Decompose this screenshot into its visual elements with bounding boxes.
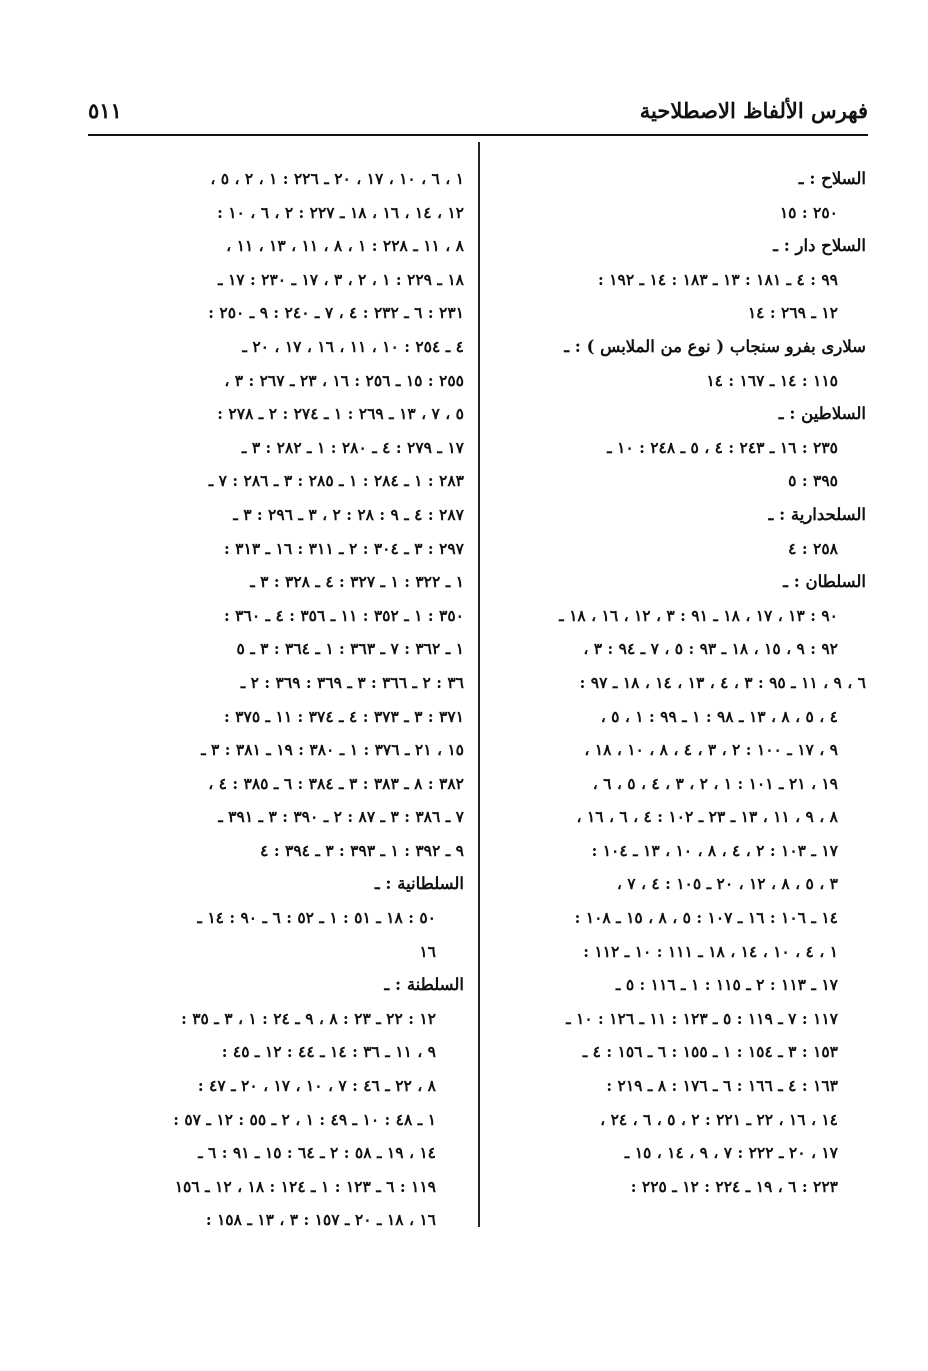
index-reference-line: ١٤ ، ١٩ ـ ٥٨ : ٢ ـ ٦٤ : ١٥ ـ ٩١ : ٦ ـ xyxy=(198,1143,436,1163)
index-reference-line: ٢٨٧ : ٤ ـ ٩ : ٢٨ : ٢ ، ٣ ـ ٢٩٦ : ٣ ـ xyxy=(233,504,464,524)
index-reference-line: ٩٢ : ٩ ، ١٥ ، ١٨ ـ ٩٣ : ٥ ، ٧ ـ ٩٤ : ٣ ، xyxy=(583,639,838,659)
index-reference-line: ٢٥٠ : ١٥ xyxy=(779,202,838,222)
index-reference-line: ٧ ـ ٣٨٦ : ٣ ـ ٨٧ : ٢ ـ ٣٩٠ : ٣ ـ ٣٩١ ـ xyxy=(218,807,464,827)
index-reference-line: ١٦٣ : ٤ ـ ١٦٦ : ٦ ـ ١٧٦ : ٨ ـ ٢١٩ : xyxy=(606,1076,838,1096)
index-reference-line: ٢٩٧ : ٣ ـ ٣٠٤ : ٢ ـ ٣١١ : ١٦ ـ ٣١٣ : xyxy=(224,538,464,558)
index-reference-line: ١٢ : ٢٢ ـ ٢٣ : ٨ ، ٩ ـ ٢٤ : ١ ، ٣ ـ ٣٥ : xyxy=(181,1008,436,1028)
index-term-heading: السلاطين : ـ xyxy=(778,404,866,424)
index-reference-line: ١٦ ، ١٨ ـ ٢٠ ـ ١٥٧ : ٣ ، ١٣ ـ ١٥٨ : xyxy=(205,1210,436,1230)
index-reference-line: ١ ، ٦ ، ١٠ ، ١٧ ، ٢٠ ـ ٢٢٦ : ١ ، ٢ ، ٥ ، xyxy=(210,169,464,188)
index-reference-line: ٣٩٥ : ٥ xyxy=(788,471,838,491)
index-term-heading: السلطان : ـ xyxy=(783,572,866,592)
index-reference-line: ٢٥٥ : ١٥ ـ ٢٥٦ : ١٦ ، ٢٣ ـ ٢٦٧ : ٣ ، xyxy=(224,370,464,390)
index-reference-line: ٤ ـ ٢٥٤ : ١٠ ، ١١ ، ١٦ ، ١٧ ، ٢٠ ـ xyxy=(242,336,464,356)
index-reference-line: ٤ ، ٥ ، ٨ ، ١٣ ـ ٩٨ : ١ ـ ٩٩ : ١ ، ٥ ، xyxy=(600,706,838,726)
index-reference-line: ١٧ ـ ١١٣ : ٢ ـ ١١٥ : ١ ـ ١١٦ : ٥ ـ xyxy=(615,975,838,995)
column-divider xyxy=(478,142,480,1227)
index-reference-line: ٣٧١ : ٣ ـ ٣٧٣ : ٤ ـ ٣٧٤ : ١١ ـ ٣٧٥ : xyxy=(224,706,464,726)
index-reference-line: ١٥٣ : ٣ ـ ١٥٤ : ١ ـ ١٥٥ : ٦ ـ ١٥٦ : ٤ ـ xyxy=(582,1042,838,1062)
index-term-heading: سلارى بفرو سنجاب ( نوع من الملابس ) : ـ xyxy=(564,336,866,356)
index-reference-line: ١٤ ـ ١٠٦ : ١٦ ـ ١٠٧ : ٥ ، ٨ ، ١٥ ـ ١٠٨ : xyxy=(574,908,838,928)
index-term-heading: السلاح : ـ xyxy=(798,169,866,188)
index-reference-line: ٣٨٢ : ٨ ـ ٣٨٣ : ٣ ـ ٣٨٤ : ٦ ـ ٣٨٥ : ٤ ، xyxy=(208,773,464,793)
index-reference-line: ٦ ، ٩ ، ١١ ـ ٩٥ : ٣ ، ٤ ، ١٣ ، ١٤ ، ١٨ ـ ٩٧ : xyxy=(579,672,866,692)
index-reference-line: ١٩ ، ٢١ ـ ١٠١ : ١ ، ٢ ، ٣ ، ٤ ، ٥ ، ٦ ، xyxy=(592,773,838,793)
index-reference-line: ١٧ ـ ٢٧٩ : ٤ ـ ٢٨٠ : ١ ـ ٢٨٢ : ٣ ـ xyxy=(241,437,464,457)
header-rule xyxy=(88,134,868,136)
index-term-heading: السلحدارية : ـ xyxy=(768,504,866,524)
index-reference-line: ١١٥ : ١٤ ـ ١٦٧ : ١٤ xyxy=(706,370,838,390)
index-reference-line: ١٥ ، ٢١ ـ ٣٧٦ : ١ ـ ٣٨٠ : ١٩ ـ ٣٨١ : ٣ ـ xyxy=(201,740,464,760)
index-reference-line: ١ ـ ٣٢٢ : ١ ـ ٣٢٧ : ٤ ـ ٣٢٨ : ٣ ـ xyxy=(250,572,464,592)
right-column xyxy=(498,162,866,1203)
index-reference-line: ٩ ، ١٧ ـ ١٠٠ : ٢ ، ٣ ، ٤ ، ٨ ، ١٠ ، ١٨ ، xyxy=(584,740,838,760)
index-reference-line: ٩ ـ ٣٩٢ : ١ ـ ٣٩٣ : ٣ ـ ٣٩٤ : ٤ xyxy=(260,840,464,860)
index-reference-line: ٩٩ : ٤ ـ ١٨١ : ١٣ ـ ١٨٣ : ١٤ ـ ١٩٢ : xyxy=(598,269,838,289)
index-reference-line: ١١٩ : ٦ ـ ١٢٣ : ١ ـ ١٢٤ : ١٨ ، ١٢ ـ ١٥٦ xyxy=(174,1176,436,1196)
page-title: فهرس الألفاظ الاصطلاحية xyxy=(639,98,868,123)
index-reference-line: ١ ـ ٤٨ : ١٠ ـ ٤٩ : ١ ، ٢ ـ ٥٥ : ١٢ ـ ٥٧ : xyxy=(173,1109,436,1129)
index-term-heading: السلطنة : ـ xyxy=(384,975,464,995)
index-reference-line: ١٤ ، ١٦ ، ٢٢ ـ ٢٢١ : ٢ ، ٥ ، ٦ ، ٢٤ ، xyxy=(600,1109,838,1129)
index-reference-line: ١٢ ، ١٤ ، ١٦ ، ١٨ ـ ٢٢٧ : ٢ ، ٦ ، ١٠ : xyxy=(217,202,464,222)
index-reference-line: ٣٦ : ٢ ـ ٣٦٦ : ٣ ـ ٣٦٩ : ٣٦٩ : ٢ ـ xyxy=(240,672,464,692)
index-reference-line: ٢٣١ : ٦ ـ ٢٣٢ : ٤ ، ٧ ـ ٢٤٠ : ٩ ـ ٢٥٠ : xyxy=(208,303,464,323)
index-reference-line: ٨ ، ٢٢ ـ ٤٦ : ٧ ، ١٠ ، ١٧ ، ٢٠ ـ ٤٧ : xyxy=(197,1076,436,1096)
index-reference-line: ١٧ ـ ١٠٣ : ٢ ، ٤ ، ٨ ، ١٠ ، ١٣ ـ ١٠٤ : xyxy=(591,840,838,860)
left-column xyxy=(98,162,464,1237)
index-reference-line: ٨ ، ١١ ـ ٢٢٨ : ١ ، ٨ ، ١١ ، ١٣ ، ١١ ، xyxy=(226,236,464,256)
index-reference-line: ١٧ ، ٢٠ ـ ٢٢٢ : ٧ ، ٩ ، ١٤ ، ١٥ ـ xyxy=(624,1143,838,1163)
index-reference-line: ٣٥٠ : ١ ـ ٣٥٢ : ١١ ـ ٣٥٦ : ٤ ـ ٣٦٠ : xyxy=(224,605,464,625)
index-term-heading: السلاح دار : ـ xyxy=(773,236,866,256)
index-reference-line: ٨ ، ٩ ، ١١ ، ١٣ ـ ٢٣ ـ ١٠٢ : ٤ ، ٦ ، ١٦ ، xyxy=(576,807,838,827)
page-header xyxy=(88,96,868,132)
index-reference-line: ٢٣٥ : ١٦ ـ ٢٤٣ : ٤ ، ٥ ـ ٢٤٨ : ١٠ ـ xyxy=(607,437,838,457)
index-reference-line: ٢٢٣ : ٦ ، ١٩ ـ ٢٢٤ : ١٢ ـ ٢٢٥ : xyxy=(630,1176,838,1196)
index-reference-line: ٩٠ : ١٣ ، ١٧ ، ١٨ ـ ٩١ : ٣ ، ١٢ ، ١٦ ، ١٨ ـ xyxy=(559,605,838,625)
page-number: ٥١١ xyxy=(88,98,122,123)
index-reference-line: ٣ ، ٥ ، ٨ ، ١٢ ، ٢٠ ـ ١٠٥ : ٤ ، ٧ ، xyxy=(616,874,838,894)
index-reference-line: ١١٧ : ٧ ـ ١١٩ : ٥ ـ ١٢٣ : ١١ ـ ١٢٦ : ١٠ ـ xyxy=(566,1008,838,1028)
index-reference-line: ١٢ ـ ٢٦٩ : ١٤ xyxy=(747,303,838,323)
index-reference-line: ١ ـ ٣٦٢ : ٧ ـ ٣٦٣ : ١ ـ ٣٦٤ : ٣ ـ ٥ xyxy=(236,639,464,659)
index-reference-line: ٥٠ : ١٨ ـ ٥١ : ١ ـ ٥٢ : ٦ ـ ٩٠ : ١٤ ـ xyxy=(197,908,436,928)
index-reference-line: ٢٥٨ : ٤ xyxy=(788,538,838,558)
index-reference-line: ١٦ xyxy=(419,941,436,961)
index-reference-line: ١ ، ٤ ، ١٠ ، ١٤ ، ١٨ ـ ١١١ : ١٠ ـ ١١٢ : xyxy=(583,941,838,961)
index-reference-line: ١٨ ـ ٢٢٩ : ١ ، ٢ ، ٣ ، ١٧ ـ ٢٣٠ : ١٧ ـ xyxy=(218,269,464,289)
index-reference-line: ٩ ، ١١ ـ ٣٦ : ١٤ ـ ٤٤ : ١٢ ـ ٤٥ : xyxy=(221,1042,436,1062)
index-reference-line: ٢٨٣ : ١ ـ ٢٨٤ : ١ ـ ٢٨٥ : ٣ ـ ٢٨٦ : ٧ ـ xyxy=(208,471,464,491)
index-term-heading: السلطانية : ـ xyxy=(374,874,464,894)
index-reference-line: ٥ ، ٧ ، ١٣ ـ ٢٦٩ : ١ ـ ٢٧٤ : ٢ ـ ٢٧٨ : xyxy=(217,404,464,424)
